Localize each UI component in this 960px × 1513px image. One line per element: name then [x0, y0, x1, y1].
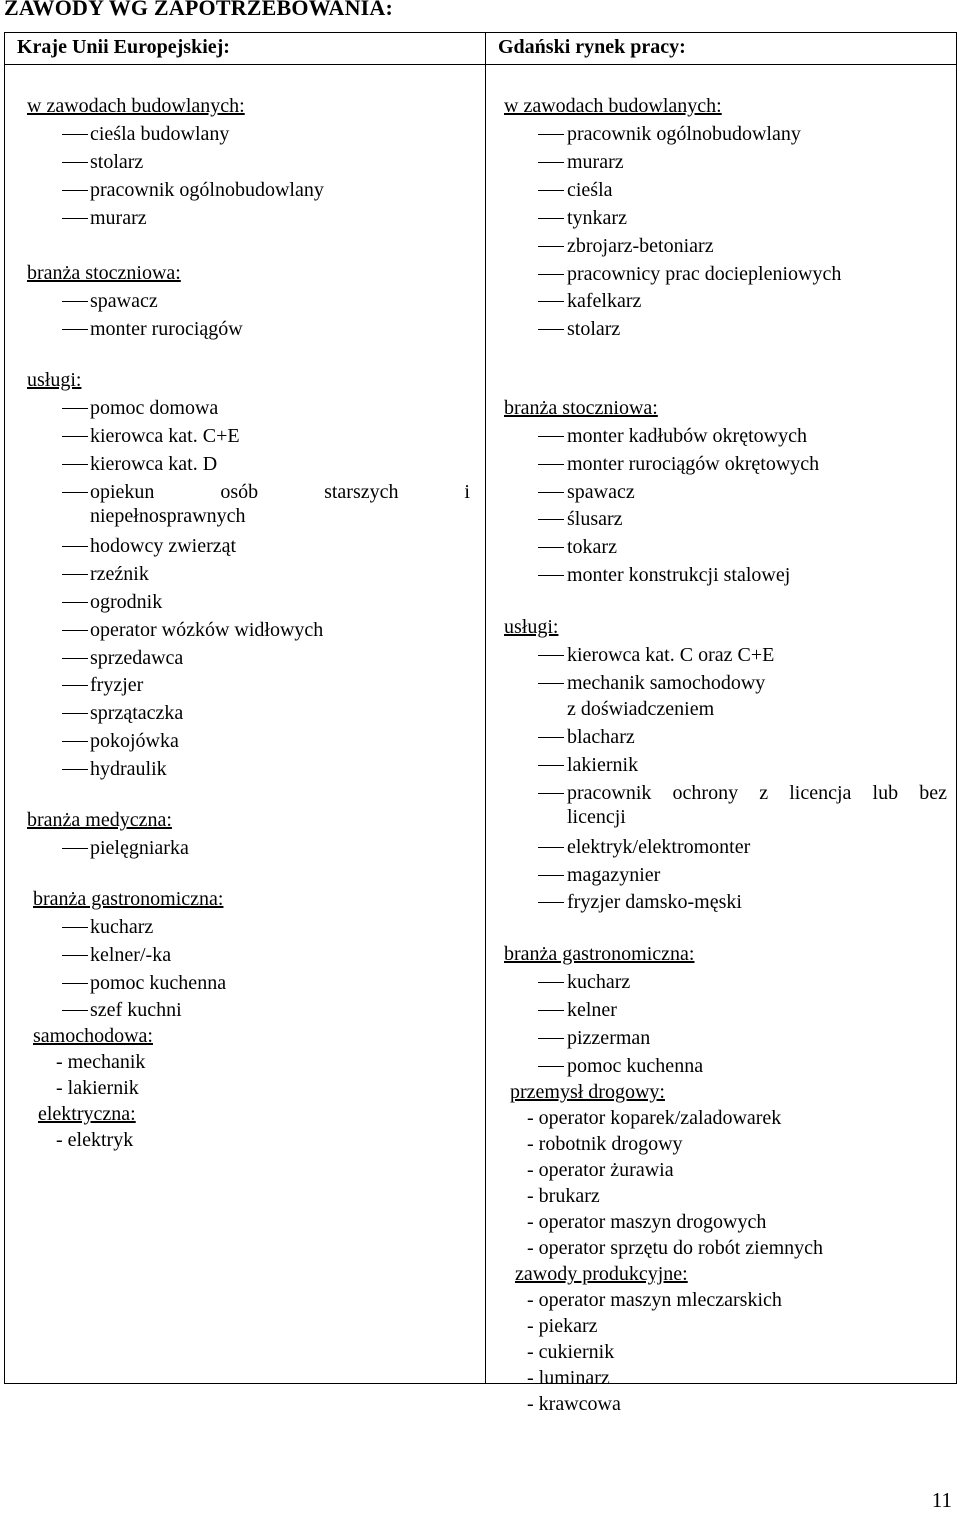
list-item: kafelkarz — [567, 290, 642, 312]
dash-bullet — [538, 301, 564, 302]
section-heading: w zawodach budowlanych: — [504, 95, 722, 117]
list-item: pracownik ogólnobudowlany — [567, 123, 801, 145]
dash-bullet — [62, 134, 88, 135]
right-column — [486, 65, 956, 1415]
list-item: - cukiernik — [527, 1341, 615, 1363]
list-item: pracownicy prac dociepleniowych — [567, 263, 842, 285]
left-column — [5, 65, 485, 1381]
list-item: cieśla — [567, 179, 613, 201]
list-item: - operator sprzętu do robót ziemnych — [527, 1237, 824, 1259]
list-item: - operator maszyn mleczarskich — [527, 1289, 782, 1311]
list-item: - operator żurawia — [527, 1159, 674, 1181]
dash-bullet — [62, 630, 88, 631]
section-heading: branża gastronomiczna: — [33, 888, 224, 910]
dash-bullet — [538, 519, 564, 520]
list-item: ślusarz — [567, 508, 623, 530]
list-item: - elektryk — [56, 1129, 134, 1151]
list-item: pracownik ogólnobudowlany — [90, 179, 324, 201]
list-item: monter konstrukcji stalowej — [567, 564, 791, 586]
dash-bullet — [538, 793, 564, 794]
left-column-header: Kraje Unii Europejskiej: — [5, 33, 486, 65]
list-item-justified: opiekun osób starszych i niepełnosprawnych — [90, 481, 470, 527]
section-heading: branża gastronomiczna: — [504, 943, 695, 965]
list-item: monter kadłubów okrętowych — [567, 425, 807, 447]
section-heading: samochodowa: — [33, 1025, 153, 1047]
dash-bullet — [62, 741, 88, 742]
dash-bullet — [538, 875, 564, 876]
list-item: szef kuchni — [90, 999, 182, 1021]
list-item: pielęgniarka — [90, 837, 189, 859]
right-column-header: Gdański rynek pracy: — [486, 33, 957, 65]
list-item: - robotnik drogowy — [527, 1133, 683, 1155]
list-item: mechanik samochodowy — [567, 672, 766, 694]
dash-bullet — [62, 685, 88, 686]
list-item: hodowcy zwierząt — [90, 535, 237, 557]
section-heading: elektryczna: — [38, 1103, 136, 1125]
list-item: cieśla budowlany — [90, 123, 230, 145]
dash-bullet — [538, 329, 564, 330]
left-column-cell — [5, 65, 486, 1384]
list-item: sprzedawca — [90, 647, 184, 669]
dash-bullet — [62, 848, 88, 849]
list-item: kelner — [567, 999, 617, 1021]
dash-bullet — [62, 602, 88, 603]
dash-bullet — [538, 190, 564, 191]
dash-bullet — [62, 658, 88, 659]
list-item: pokojówka — [90, 730, 179, 752]
dash-bullet — [62, 927, 88, 928]
list-item: ogrodnik — [90, 591, 163, 613]
list-item: spawacz — [567, 481, 635, 503]
list-item: - operator maszyn drogowych — [527, 1211, 767, 1233]
dash-bullet — [538, 1038, 564, 1039]
list-item: kierowca kat. C oraz C+E — [567, 644, 775, 666]
list-item: pomoc kuchenna — [567, 1055, 704, 1077]
list-item: rzeźnik — [90, 563, 149, 585]
list-item: fryzjer damsko-męski — [567, 891, 742, 913]
dash-bullet — [62, 190, 88, 191]
list-item: pomoc kuchenna — [90, 972, 227, 994]
list-item: - krawcowa — [527, 1393, 621, 1415]
list-item: elektryk/elektromonter — [567, 836, 751, 858]
list-item: fryzjer — [90, 674, 144, 696]
dash-bullet — [62, 301, 88, 302]
list-item: - mechanik — [56, 1051, 146, 1073]
list-item: tokarz — [567, 536, 617, 558]
list-item: sprzątaczka — [90, 702, 184, 724]
dash-bullet — [538, 765, 564, 766]
section-heading: w zawodach budowlanych: — [27, 95, 245, 117]
section-heading: usługi: — [27, 369, 82, 391]
page-number: 11 — [931, 1488, 952, 1512]
dash-bullet — [62, 408, 88, 409]
dash-bullet — [62, 329, 88, 330]
dash-bullet — [538, 464, 564, 465]
dash-bullet — [62, 218, 88, 219]
list-item: - operator koparek/zaladowarek — [527, 1107, 782, 1129]
list-item: pomoc domowa — [90, 397, 219, 419]
section-heading: branża stoczniowa: — [27, 262, 181, 284]
list-item: pizzerman — [567, 1027, 651, 1049]
dash-bullet — [538, 547, 564, 548]
section-heading: przemysł drogowy: — [510, 1081, 665, 1103]
dash-bullet — [62, 955, 88, 956]
dash-bullet — [538, 134, 564, 135]
list-item: monter rurociągów — [90, 318, 243, 340]
list-item: stolarz — [567, 318, 621, 340]
dash-bullet — [62, 769, 88, 770]
dash-bullet — [538, 1010, 564, 1011]
list-item: zbrojarz-betoniarz — [567, 235, 714, 257]
dash-bullet — [538, 1066, 564, 1067]
jobs-table — [4, 32, 957, 1415]
dash-bullet — [538, 274, 564, 275]
dash-bullet — [538, 847, 564, 848]
list-item: kierowca kat. D — [90, 453, 218, 475]
page-title: ZAWODY WG ZAPOTRZEBOWANIA: — [4, 0, 394, 20]
dash-bullet — [62, 492, 88, 493]
dash-bullet — [538, 737, 564, 738]
table-header-row — [5, 33, 957, 65]
dash-bullet — [62, 983, 88, 984]
list-item: kucharz — [567, 971, 631, 993]
list-item: - brukarz — [527, 1185, 600, 1207]
dash-bullet — [62, 162, 88, 163]
list-item: kierowca kat. C+E — [90, 425, 240, 447]
right-column-cell — [486, 65, 957, 1415]
list-item: spawacz — [90, 290, 158, 312]
dash-bullet — [538, 162, 564, 163]
list-item: murarz — [90, 207, 147, 229]
dash-bullet — [538, 246, 564, 247]
list-item-justified: pracownik ochrony z licencja lub bez licencji — [567, 782, 947, 828]
dash-bullet — [62, 546, 88, 547]
dash-bullet — [62, 713, 88, 714]
dash-bullet — [62, 436, 88, 437]
dash-bullet — [62, 464, 88, 465]
list-item: - luminarz — [527, 1367, 610, 1389]
dash-bullet — [538, 902, 564, 903]
section-heading: usługi: — [504, 616, 559, 638]
list-item: lakiernik — [567, 754, 639, 776]
list-item: kucharz — [90, 916, 154, 938]
list-item: murarz — [567, 151, 624, 173]
list-item: blacharz — [567, 726, 635, 748]
dash-bullet — [62, 574, 88, 575]
table-body-row — [5, 65, 957, 1384]
dash-bullet — [538, 655, 564, 656]
dash-bullet — [62, 1010, 88, 1011]
dash-bullet — [538, 683, 564, 684]
list-item: monter rurociągów okrętowych — [567, 453, 820, 475]
dash-bullet — [538, 492, 564, 493]
dash-bullet — [538, 436, 564, 437]
list-item-continuation: z doświadczeniem — [567, 698, 715, 720]
section-heading: branża stoczniowa: — [504, 397, 658, 419]
list-item: tynkarz — [567, 207, 627, 229]
section-heading: branża medyczna: — [27, 809, 172, 831]
list-item: - piekarz — [527, 1315, 598, 1337]
list-item: stolarz — [90, 151, 144, 173]
list-item: operator wózków widłowych — [90, 619, 324, 641]
list-item: hydraulik — [90, 758, 167, 780]
dash-bullet — [538, 218, 564, 219]
dash-bullet — [538, 982, 564, 983]
dash-bullet — [538, 575, 564, 576]
list-item: kelner/-ka — [90, 944, 172, 966]
section-heading: zawody produkcyjne: — [515, 1263, 688, 1285]
list-item: - lakiernik — [56, 1077, 139, 1099]
list-item: magazynier — [567, 864, 661, 886]
